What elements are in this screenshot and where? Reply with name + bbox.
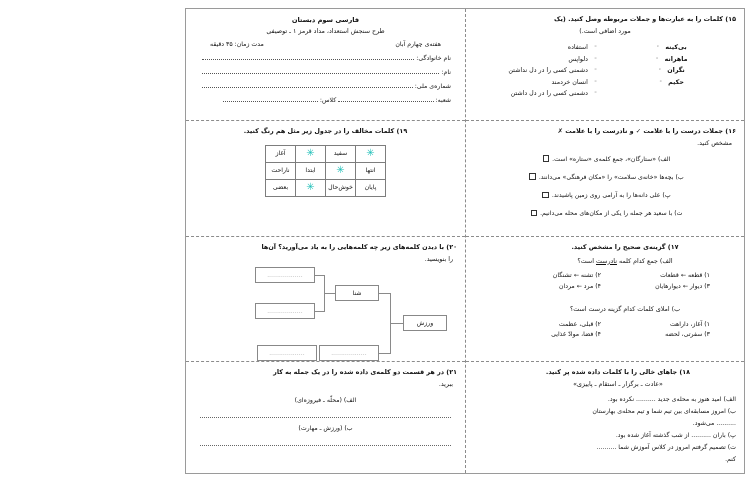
- grid-cell[interactable]: [296, 145, 326, 162]
- question-15-extra-option: دشمنی کسی را در دل داشتن: [510, 90, 588, 98]
- question-19-number: ۱۹): [396, 127, 408, 135]
- subject-title: فارسی سوم دبستان: [291, 16, 360, 24]
- worksheet-column-right: [465, 9, 744, 473]
- question-16-prompt: [474, 126, 736, 137]
- grid-cell[interactable]: سفید: [326, 145, 356, 162]
- question-18-item[interactable]: ب) امروز مسابقه‌ای بین تیم شما و تیم محله‌ی بهارستان: [592, 407, 736, 415]
- question-20-prompt-text: با دیدن کلمه‌های زیر چه کلمه‌هایی را به یاد می‌آورید؟ آن‌ها: [261, 243, 445, 251]
- tree-connector: [390, 293, 391, 353]
- grid-cell[interactable]: آغاز: [266, 145, 296, 162]
- first-name-field[interactable]: [200, 68, 451, 76]
- tree-connector: [325, 293, 335, 294]
- question-17-part-a-label: [474, 256, 736, 267]
- branch-class-field[interactable]: [200, 96, 451, 104]
- question-19-grid-wrap: [194, 145, 457, 197]
- family-name-input[interactable]: [202, 54, 414, 60]
- question-17-options-b: [474, 317, 736, 342]
- tree-connector: [391, 323, 403, 324]
- question-17-options-a-right: [605, 269, 736, 294]
- question-18-prompt: [474, 367, 736, 378]
- worksheet-column-left: [186, 9, 465, 473]
- question-17-part-a-end: است؟: [577, 257, 594, 265]
- tree-connector: [379, 293, 391, 294]
- question-16-item[interactable]: [474, 208, 736, 219]
- question-21-item-label: ب) (ورزش ـ مهارت): [298, 424, 353, 432]
- question-20-prompt-2: را بنویسید.: [424, 255, 453, 263]
- question-16-item-text: الف) «ستارگان»، جمع کلمه‌ی «ستاره» است.: [552, 155, 671, 163]
- connector-dot-icon[interactable]: ◦: [593, 67, 597, 74]
- question-15-match-row[interactable]: [476, 56, 605, 63]
- question-21-prompt: [194, 367, 457, 378]
- family-name-field[interactable]: [200, 54, 451, 62]
- class-input[interactable]: [223, 96, 318, 102]
- question-18-word-bank: «عادت ـ برگزار ـ استقام ـ پاییزی»: [573, 380, 663, 388]
- tree-connector: [315, 311, 325, 312]
- first-name-input[interactable]: [202, 68, 439, 74]
- question-16-number: ۱۶): [725, 127, 736, 135]
- question-17-option[interactable]: ۱) قطعه ← قطعات: [660, 272, 710, 280]
- connector-dot-icon[interactable]: ◦: [655, 55, 659, 62]
- tree-blank-node[interactable]: [319, 345, 379, 361]
- question-15-prompt-2: مورد اضافی است.): [579, 27, 631, 35]
- national-id-field[interactable]: [200, 82, 451, 90]
- question-16-item[interactable]: [474, 190, 736, 201]
- question-17-options-b-right: [605, 317, 736, 342]
- checkbox[interactable]: [543, 155, 550, 162]
- question-15-match: انسان خردمند: [551, 78, 588, 86]
- question-15-word-row[interactable]: [605, 67, 734, 74]
- question-21-item-label: الف) (محلّه ـ فیروزه‌ای): [294, 396, 357, 404]
- question-20: [186, 237, 465, 362]
- question-15-extra-option-row[interactable]: [476, 90, 605, 97]
- branch-label: شعبه:: [435, 97, 451, 104]
- question-18: [466, 362, 744, 473]
- exam-line: طرح سنجش استعداد، مداد قرمز ۱ ـ توصیفی: [266, 28, 385, 35]
- question-16-item[interactable]: [474, 172, 736, 183]
- question-18-item[interactable]: پ) باران .......... از شب گذشته آغاز شده بود.: [615, 432, 736, 440]
- national-id-label: شماره‌ی ملی:: [414, 83, 451, 90]
- question-17-option[interactable]: ۳) سفرتی، لحضه: [665, 331, 710, 339]
- question-15-prompt: [474, 14, 736, 25]
- grid-cell[interactable]: [356, 145, 386, 162]
- question-19: [186, 121, 465, 237]
- asterisk-icon: ✳: [306, 147, 315, 159]
- question-21-prompt-text: در هر قسمت دو کلمه‌ی داده شده را در یک جمله به کار: [273, 368, 445, 376]
- question-17-option[interactable]: ۴) مرد ← مردان: [558, 282, 601, 290]
- table-row: [266, 145, 386, 162]
- duration-label: مدت زمان: ۳۵ دقیقه: [210, 41, 264, 48]
- question-17-options-a: [474, 269, 736, 294]
- question-19-prompt-text: کلمات مخالف را در جدول زیر مثل هم رنگ کنید.: [243, 127, 395, 135]
- question-16-item-text: ت) با سعید هر جمله را یکی از مکان‌های محله می‌دانیم.: [540, 210, 683, 218]
- class-label: کلاس:: [319, 97, 337, 104]
- question-15-match-row[interactable]: [476, 44, 605, 51]
- question-16-item[interactable]: [474, 154, 736, 165]
- branch-input[interactable]: [338, 96, 433, 102]
- question-17-number: ۱۷): [667, 243, 679, 251]
- asterisk-icon: ✳: [336, 164, 345, 176]
- question-15-pair-list: [474, 40, 736, 102]
- question-18-item[interactable]: کنم.: [725, 456, 736, 464]
- question-17-prompt-text: گزینه‌ی صحیح را مشخص کنید.: [571, 243, 666, 251]
- question-17: [466, 237, 744, 362]
- asterisk-icon: ✳: [366, 147, 375, 159]
- week-label: هفته‌ی چهارم آبان: [395, 41, 441, 48]
- question-15-match: استفاده: [567, 44, 588, 52]
- tree-connector: [379, 353, 391, 354]
- question-16-prompt-text: جملات درست را با علامت ✓ و نادرست را با علامت ✗: [557, 127, 724, 135]
- grid-cell[interactable]: انتها: [356, 162, 386, 179]
- grid-cell[interactable]: [326, 162, 356, 179]
- question-15-matches-column: [476, 40, 605, 102]
- checkbox[interactable]: [542, 192, 549, 199]
- question-21-answer-line[interactable]: [200, 410, 451, 418]
- question-16: [466, 121, 744, 237]
- question-15-prompt-text: کلمات را به عبارت‌ها و جملات مربوطه وصل کنید. (یک: [553, 15, 724, 23]
- question-17-prompt: [474, 242, 736, 253]
- question-15-word-row[interactable]: [605, 79, 734, 86]
- question-20-prompt: [194, 242, 457, 253]
- question-17-options-b-left: [474, 317, 605, 342]
- grid-cell[interactable]: ابتدا: [296, 162, 326, 179]
- question-17-option[interactable]: ۴) فضا، موادّ غذایی: [551, 331, 601, 339]
- connector-dot-icon[interactable]: ◦: [658, 67, 662, 74]
- question-15-match: دشمنی کسی را در دل نداشتن: [508, 67, 588, 75]
- first-name-label: نام:: [441, 69, 451, 76]
- grid-cell[interactable]: [296, 179, 326, 196]
- table-row: [266, 162, 386, 179]
- checkbox[interactable]: [531, 210, 538, 217]
- connector-dot-icon[interactable]: ◦: [656, 44, 660, 51]
- question-15-match-row[interactable]: [476, 79, 605, 86]
- question-15-number: ۱۵): [725, 15, 736, 23]
- worksheet-page: [185, 8, 745, 474]
- question-21-answer-line[interactable]: [200, 438, 451, 446]
- question-18-item[interactable]: ت) تصمیم گرفتم امروز در کلاس آموزش شما ..........: [596, 444, 736, 452]
- checkbox[interactable]: [529, 173, 536, 180]
- question-21-number: ۲۱): [446, 368, 457, 376]
- question-18-prompt-text: جاهای خالی را با کلمات داده شده پر کنید.: [545, 368, 678, 376]
- question-18-item[interactable]: .......... می‌شود.: [692, 419, 736, 427]
- question-15-word-row[interactable]: [605, 44, 734, 51]
- question-15: [466, 9, 744, 121]
- question-20-tree-diagram: [194, 269, 457, 355]
- tree-blank-node[interactable]: [255, 303, 315, 319]
- question-15-word: ماهرانه: [664, 55, 688, 63]
- question-15-word: بی‌کینه: [665, 44, 687, 52]
- national-id-input[interactable]: [202, 82, 413, 88]
- question-17-part-a-text: الف) جمع کدام کلمه: [618, 257, 673, 265]
- question-17-option[interactable]: ۲) قبلی، عظمت: [558, 320, 601, 328]
- connector-dot-icon[interactable]: ◦: [593, 44, 597, 51]
- question-17-part-b-label: ب) املای کلمات کدام گزینه درست است؟: [569, 306, 681, 314]
- question-20-number: ۲۰): [446, 243, 457, 251]
- question-17-option[interactable]: ۳) دیوار ← دیوارهایان: [655, 282, 710, 290]
- grid-cell[interactable]: ناراحت: [266, 162, 296, 179]
- question-15-word-row[interactable]: [605, 56, 734, 63]
- question-16-item-text: پ) علی دانه‌ها را به آرامی روی زمین پاشیدند.: [551, 191, 671, 199]
- question-15-match: دلواپس: [568, 55, 588, 63]
- question-15-words-column: [605, 40, 734, 102]
- question-21: [186, 362, 465, 473]
- question-16-item-text: ب) بچه‌ها «خانه‌ی سلامت» را «مکان فرهنگی» می‌دانند.: [538, 173, 684, 181]
- connector-dot-icon[interactable]: ◦: [659, 78, 663, 85]
- question-19-word-grid: [265, 145, 386, 197]
- tree-blank-node[interactable]: [255, 267, 315, 283]
- tree-blank-node[interactable]: [257, 345, 317, 361]
- worksheet-header: [186, 9, 465, 121]
- tree-connector: [324, 275, 325, 311]
- question-18-item[interactable]: الف) امید هنوز به محله‌ی جدید .......... نکرده بود.: [607, 395, 736, 403]
- question-17-option[interactable]: ۱) آغاز، داراهت: [669, 320, 710, 328]
- question-17-options-a-left: [474, 269, 605, 294]
- grid-cell[interactable]: پایان: [356, 179, 386, 196]
- question-15-word: حکیم: [668, 78, 684, 86]
- grid-cell[interactable]: بعضی: [266, 179, 296, 196]
- grid-cell[interactable]: خوش‌حال: [326, 179, 356, 196]
- connector-dot-icon[interactable]: ◦: [593, 90, 597, 97]
- tree-child-node[interactable]: شنا: [335, 285, 379, 301]
- question-18-number: ۱۸): [679, 368, 691, 376]
- tree-connector: [315, 275, 325, 276]
- asterisk-icon: ✳: [306, 181, 315, 193]
- question-21-prompt-2: ببرید.: [438, 380, 453, 388]
- question-16-prompt-2: مشخص کنید.: [697, 139, 732, 147]
- table-row: [266, 179, 386, 196]
- question-19-prompt: [194, 126, 457, 137]
- connector-dot-icon[interactable]: ◦: [593, 78, 597, 85]
- question-17-option[interactable]: ۲) تشنه ← تشنگان: [552, 272, 601, 280]
- connector-dot-icon[interactable]: ◦: [593, 55, 597, 62]
- header-meta-row: [210, 41, 441, 48]
- tree-root-node[interactable]: ورزش: [403, 315, 447, 331]
- family-name-label: نام خانوادگی:: [416, 55, 451, 62]
- question-17-underlined-word: نادرست: [595, 257, 617, 265]
- question-15-match-row[interactable]: [476, 67, 605, 74]
- question-15-word: نگران: [667, 67, 685, 75]
